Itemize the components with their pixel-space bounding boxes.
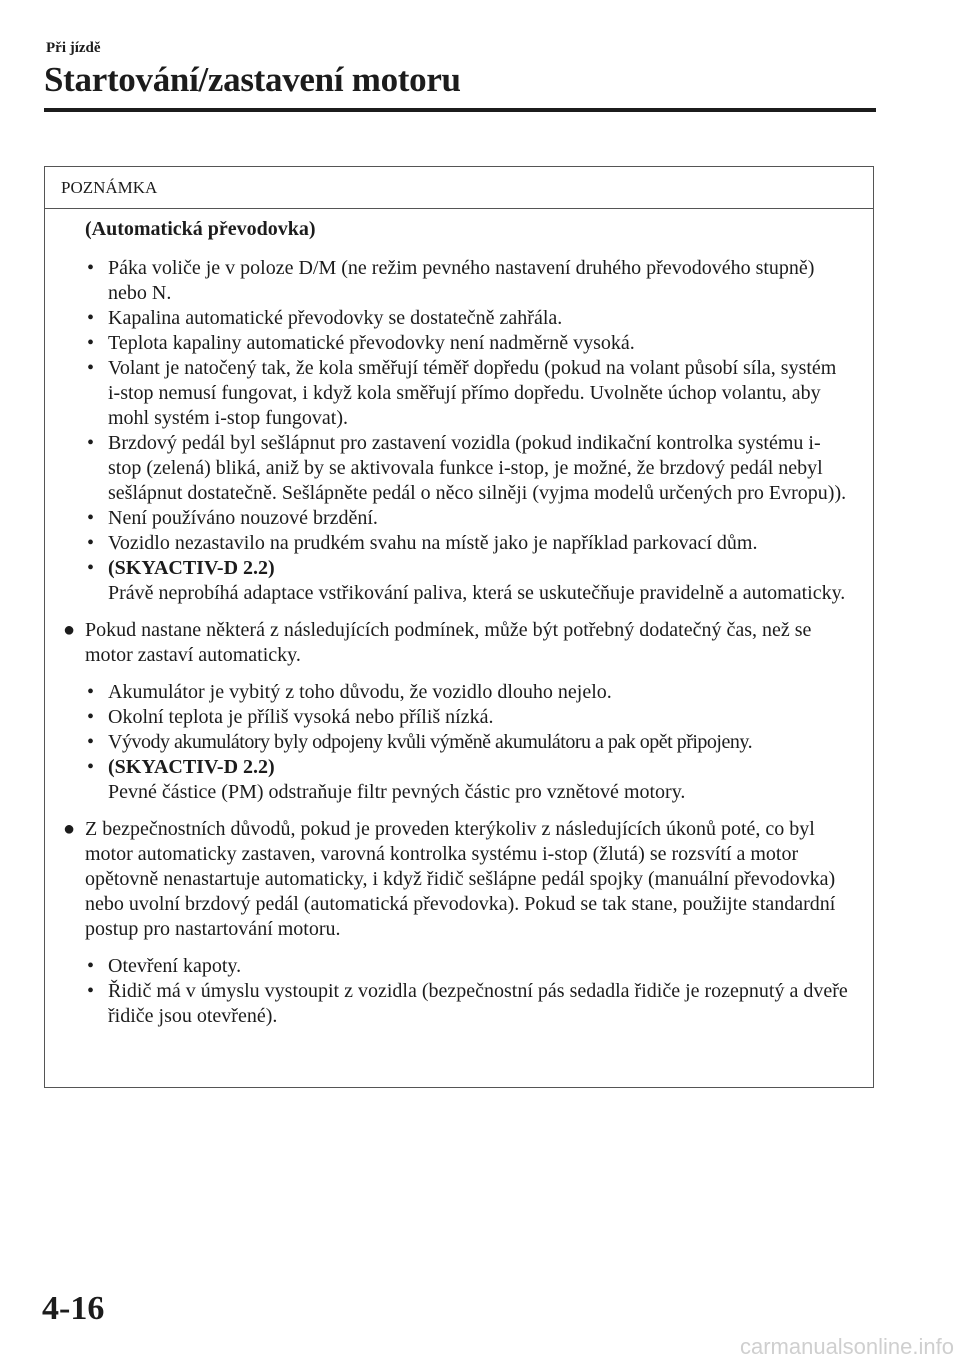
note-subheading: (Automatická převodovka) [85, 218, 316, 240]
condition-list-1 [45, 256, 873, 606]
page-number: 4-16 [42, 1290, 105, 1327]
note-label: POZNÁMKA [45, 167, 873, 209]
list-item: • Teplota kapaliny automatické převodovky není nadměrně vysoká. [87, 332, 635, 354]
list-item: • Vývody akumulátory byly odpojeny kvůli výměně akumulátoru a pak opět připojeny. [87, 731, 753, 753]
note-box [44, 166, 874, 1088]
list-item: • Otevření kapoty. [87, 955, 242, 977]
condition-list-2 [45, 680, 873, 805]
list-item: • Kapalina automatické převodovky se dostatečně zahřála. [87, 307, 563, 329]
main-bullet-1: ● Pokud nastane některá z následujících podmínek, může být potřebný dodatečný čas, než se motor zastaví automaticky. [63, 619, 812, 666]
list-item: • (SKYACTIV-D 2.2) Pevné částice (PM) odstraňuje filtr pevných částic pro vznětové motory. [45, 755, 873, 805]
list-item: • Řidič má v úmyslu vystoupit z vozidla (bezpečnostní pás sedadla řidiče je rozepnutý a dveře řidiče jsou otevřené). [87, 980, 848, 1027]
section-label: Při jízdě [46, 40, 101, 56]
list-item: • Akumulátor je vybitý z toho důvodu, že vozidlo dlouho nejelo. [87, 681, 612, 703]
list-item: • Páka voliče je v poloze D/M (ne režim pevného nastavení druhého převodového stupně) nebo N. [87, 257, 815, 304]
list-item: • (SKYACTIV-D 2.2) Právě neprobíhá adaptace vstřikování paliva, která se uskutečňuje pravidelně a automaticky. [45, 556, 873, 606]
list-item: • Vozidlo nezastavilo na prudkém svahu na místě jako je například parkovací dům. [87, 532, 758, 554]
note-body [45, 209, 873, 1029]
model-label: (SKYACTIV-D 2.2) [108, 557, 275, 579]
list-item: • Okolní teplota je příliš vysoká nebo příliš nízká. [87, 706, 494, 728]
title-divider [44, 108, 876, 112]
page-title: Startování/zastavení motoru [44, 60, 461, 99]
list-item: • Volant je natočený tak, že kola směřují téměř dopředu (pokud na volant působí síla, systém i-stop nemusí fungovat, i když kola směřují přímo dopředu. Uvolněte úchop volantu, aby mohl systém i-stop fungovat). [87, 357, 837, 429]
main-bullet-2: ● Z bezpečnostních důvodů, pokud je proveden kterýkoliv z následujících úkonů poté, co byl motor automaticky zastaven, varovná kontrolka systému i-stop (žlutá) se rozsvítí a motor opětovně nenastartuje automaticky, i když řidič sešlápne pedál spojky (manuální převodovka) nebo uvolní brzdový pedál (automatická převodovka). Pokud se tak stane, použijte standardní postup pro nastartování motoru. [63, 818, 836, 940]
model-label: (SKYACTIV-D 2.2) [108, 756, 275, 778]
condition-list-3 [45, 954, 873, 1029]
list-item: • Brzdový pedál byl sešlápnut pro zastavení vozidla (pokud indikační kontrolka systému i-stop (zelená) bliká, aniž by se aktivovala funkce i-stop, je možné, že brzdový pedál nebyl sešlápnut dostatečně. Sešlápněte pedál o něco silněji (vyjma modelů určených pro Evropu)). [87, 432, 847, 504]
watermark: carmanualsonline.info [739, 1334, 954, 1359]
list-item: • Není používáno nouzové brzdění. [87, 507, 378, 529]
